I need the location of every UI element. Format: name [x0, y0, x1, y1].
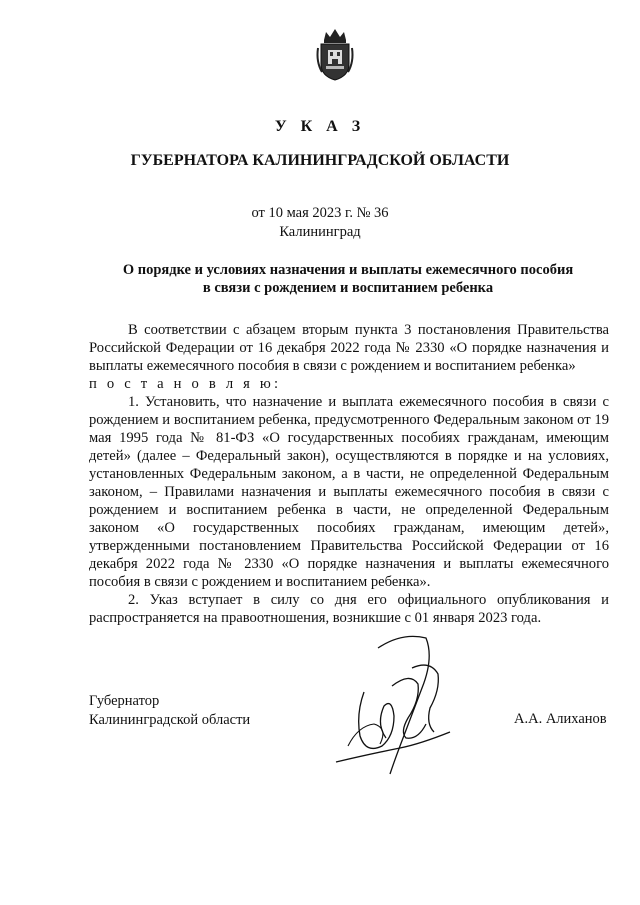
- heading-line-2: в связи с рождением и воспитанием ребенка: [202, 280, 494, 296]
- issuer-title: ГУБЕРНАТОРА КАЛИНИНГРАДСКОЙ ОБЛАСТИ: [130, 152, 510, 169]
- preamble-paragraph: В соответствии с абзацем вторым пункта 3 постановления Правительства Российской Федерации от 16 декабря 2022 года № 2330 «О порядке назначения и выплаты ежемесячного пособия в связи с рождением и воспитанием ребенка»: [89, 322, 609, 374]
- city-line: Калининград: [279, 224, 361, 240]
- heading-line-1: О порядке и условиях назначения и выплаты ежемесячного пособия: [122, 262, 574, 278]
- position-line-1: Губернатор: [89, 693, 160, 709]
- kaliningrad-coat-of-arms-icon: [314, 26, 356, 82]
- signatory-name: А.А. Алиханов: [514, 711, 607, 727]
- item-2-paragraph: 2. Указ вступает в силу со дня его официального опубликования и распространяется на правоотношения, возникшие с 01 января 2023 года.: [89, 592, 609, 626]
- decree-word: п о с т а н о в л я ю:: [89, 376, 282, 392]
- position-line-2: Калининградской области: [89, 712, 251, 728]
- document-type-title: У К А З: [274, 118, 366, 135]
- item-1-paragraph: 1. Установить, что назначение и выплата ежемесячного пособия в связи с рождением и воспитанием ребенка, предусмотренного Федеральным законом от 19 мая 1995 года № 81-ФЗ «О государственных пособиях гражданам, имеющим детей» (далее – Федеральный закон), осуществляются в порядке и на условиях, установленных Федеральным законом, а в части, не определенной Федеральным законом, – Правилами назначения и выплаты ежемесячного пособия в связи с рождением и воспитанием ребенка в части, не определенной Федеральным законом «О государственных пособиях гражданам, имеющим детей», утвержденными постановлением Правительства Российской Федерации от 16 декабря 2022 года № 2330 «О порядке назначения и выплаты ежемесячного пособия в связи с рождением и воспитанием ребенка».: [89, 394, 609, 590]
- date-number-line: от 10 мая 2023 г. № 36: [251, 205, 389, 221]
- handwritten-signature-icon: [330, 628, 460, 778]
- decree-body: [89, 321, 609, 627]
- decree-heading: [80, 261, 616, 297]
- signatory-position: [89, 692, 250, 730]
